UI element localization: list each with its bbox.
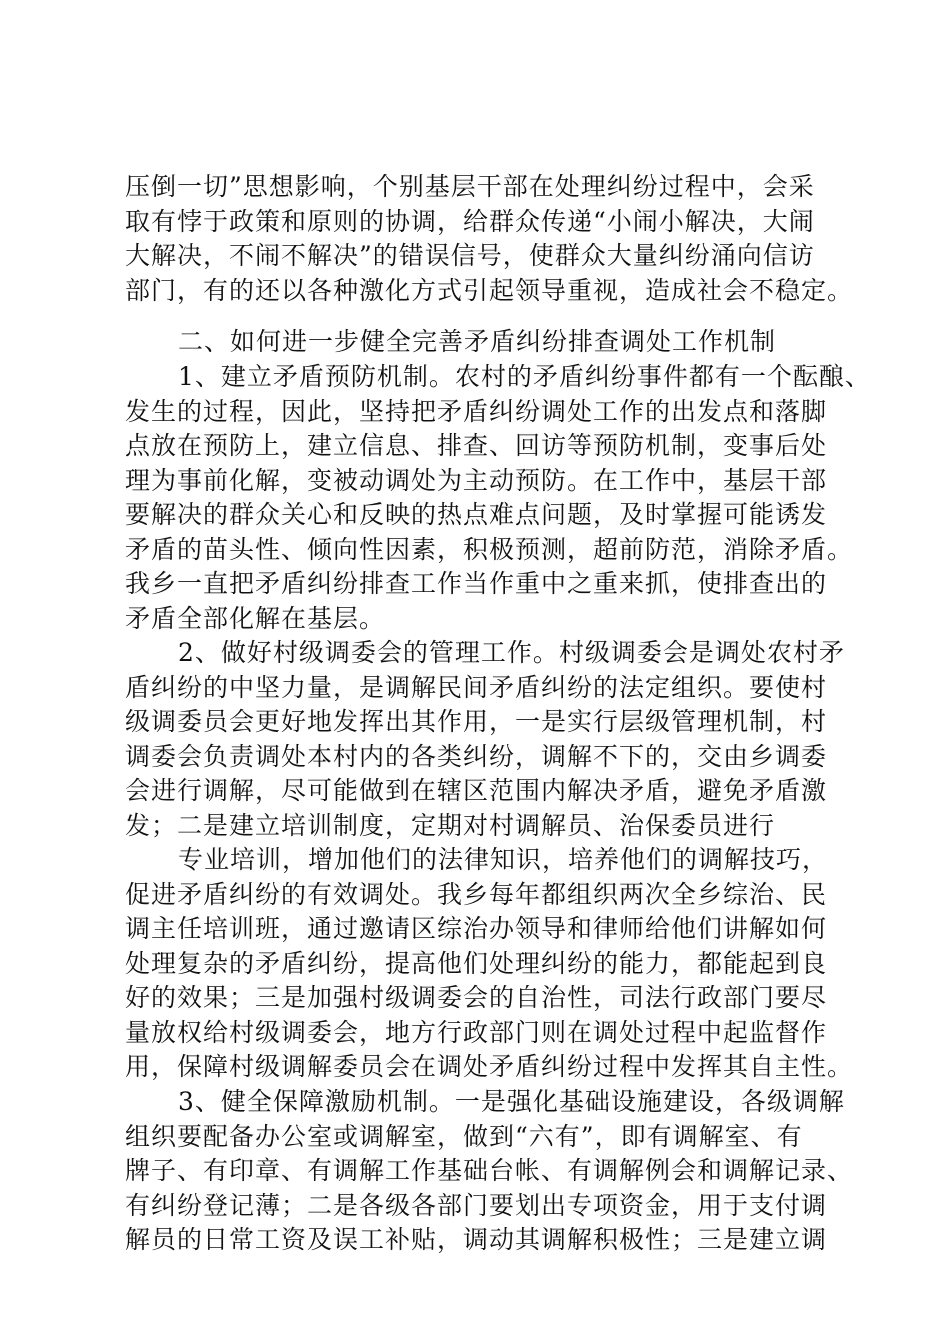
text-line: 会进行调解，尽可能做到在辖区范围内解决矛盾，避免矛盾激 — [125, 776, 828, 805]
text-line: 部门，有的还以各种激化方式引起领导重视，造成社会不稳定。 — [125, 275, 854, 305]
text-line: 矛盾的苗头性、倾向性因素，积极预测，超前防范，消除矛盾。 — [125, 534, 854, 564]
text-line: 3、健全保障激励机制。一是强化基础设施建设，各级调解 — [178, 1087, 845, 1116]
text-line: 理为事前化解，变被动调处为主动预防。在工作中，基层干部 — [125, 465, 828, 495]
text-line: 用，保障村级调解委员会在调处矛盾纠纷过程中发挥其自主性。 — [125, 1052, 854, 1081]
text-line: 发；二是建立培训制度，定期对村调解员、治保委员进行 — [125, 810, 776, 840]
text-line: 专业培训，增加他们的法律知识，培养他们的调解技巧， — [178, 845, 829, 874]
text-line: 大解决，不闹不解决”的错误信号，使群众大量纠纷涌向信访 — [125, 241, 815, 270]
text-line: 调主任培训班，通过邀请区综治办领导和律师给他们讲解如何 — [125, 914, 828, 943]
paragraph-item-2 — [125, 636, 845, 843]
text-line: 盾纠纷的中坚力量，是调解民间矛盾纠纷的法定组织。要使村 — [125, 672, 828, 702]
paragraph-item-1 — [125, 360, 871, 636]
paragraph-item-3 — [125, 1085, 854, 1258]
paragraph-continued — [125, 170, 854, 308]
text-line: 矛盾全部化解在基层。 — [125, 603, 386, 633]
section-heading-text: 二、如何进一步健全完善矛盾纠纷排查调处工作机制 — [178, 327, 777, 356]
text-line: 发生的过程，因此，坚持把矛盾纠纷调处工作的出发点和落脚 — [125, 396, 828, 426]
text-line: 牌子、有印章、有调解工作基础台帐、有调解例会和调解记录、 — [125, 1156, 854, 1185]
text-line: 量放权给村级调委会，地方行政部门则在调处过程中起监督作 — [125, 1017, 828, 1047]
text-line: 点放在预防上，建立信息、排查、回访等预防机制，变事后处 — [125, 431, 828, 460]
text-line: 要解决的群众关心和反映的热点难点问题，及时掌握可能诱发 — [125, 500, 828, 529]
text-line: 促进矛盾纠纷的有效调处。我乡每年都组织两次全乡综治、民 — [125, 879, 828, 909]
text-line: 2、做好村级调委会的管理工作。村级调委会是调处农村矛 — [178, 638, 845, 667]
text-line: 取有悖于政策和原则的协调，给群众传递“小闹小解决，大闹 — [125, 206, 815, 236]
paragraph-item-2-continued — [125, 843, 854, 1085]
text-line: 解员的日常工资及误工补贴，调动其调解积极性；三是建立调 — [125, 1225, 828, 1254]
text-line: 1、建立矛盾预防机制。农村的矛盾纠纷事件都有一个酝酿、 — [178, 362, 871, 391]
text-line: 我乡一直把矛盾纠纷排查工作当作重中之重来抓，使排查出的 — [125, 569, 828, 598]
text-line: 有纠纷登记薄；二是各级各部门要划出专项资金，用于支付调 — [125, 1190, 828, 1220]
text-line: 处理复杂的矛盾纠纷，提高他们处理纠纷的能力，都能起到良 — [125, 948, 828, 978]
text-line: 好的效果；三是加强村级调委会的自治性，司法行政部门要尽 — [125, 983, 828, 1012]
text-line: 调委会负责调处本村内的各类纠纷，调解不下的，交由乡调委 — [125, 741, 828, 771]
text-line: 压倒一切”思想影响，个别基层干部在处理纠纷过程中，会采 — [125, 172, 815, 201]
text-line: 组织要配备办公室或调解室，做到“六有”，即有调解室、有 — [125, 1121, 803, 1151]
section-heading — [125, 325, 845, 360]
text-line: 级调委员会更好地发挥出其作用，一是实行层级管理机制，村 — [125, 707, 828, 736]
